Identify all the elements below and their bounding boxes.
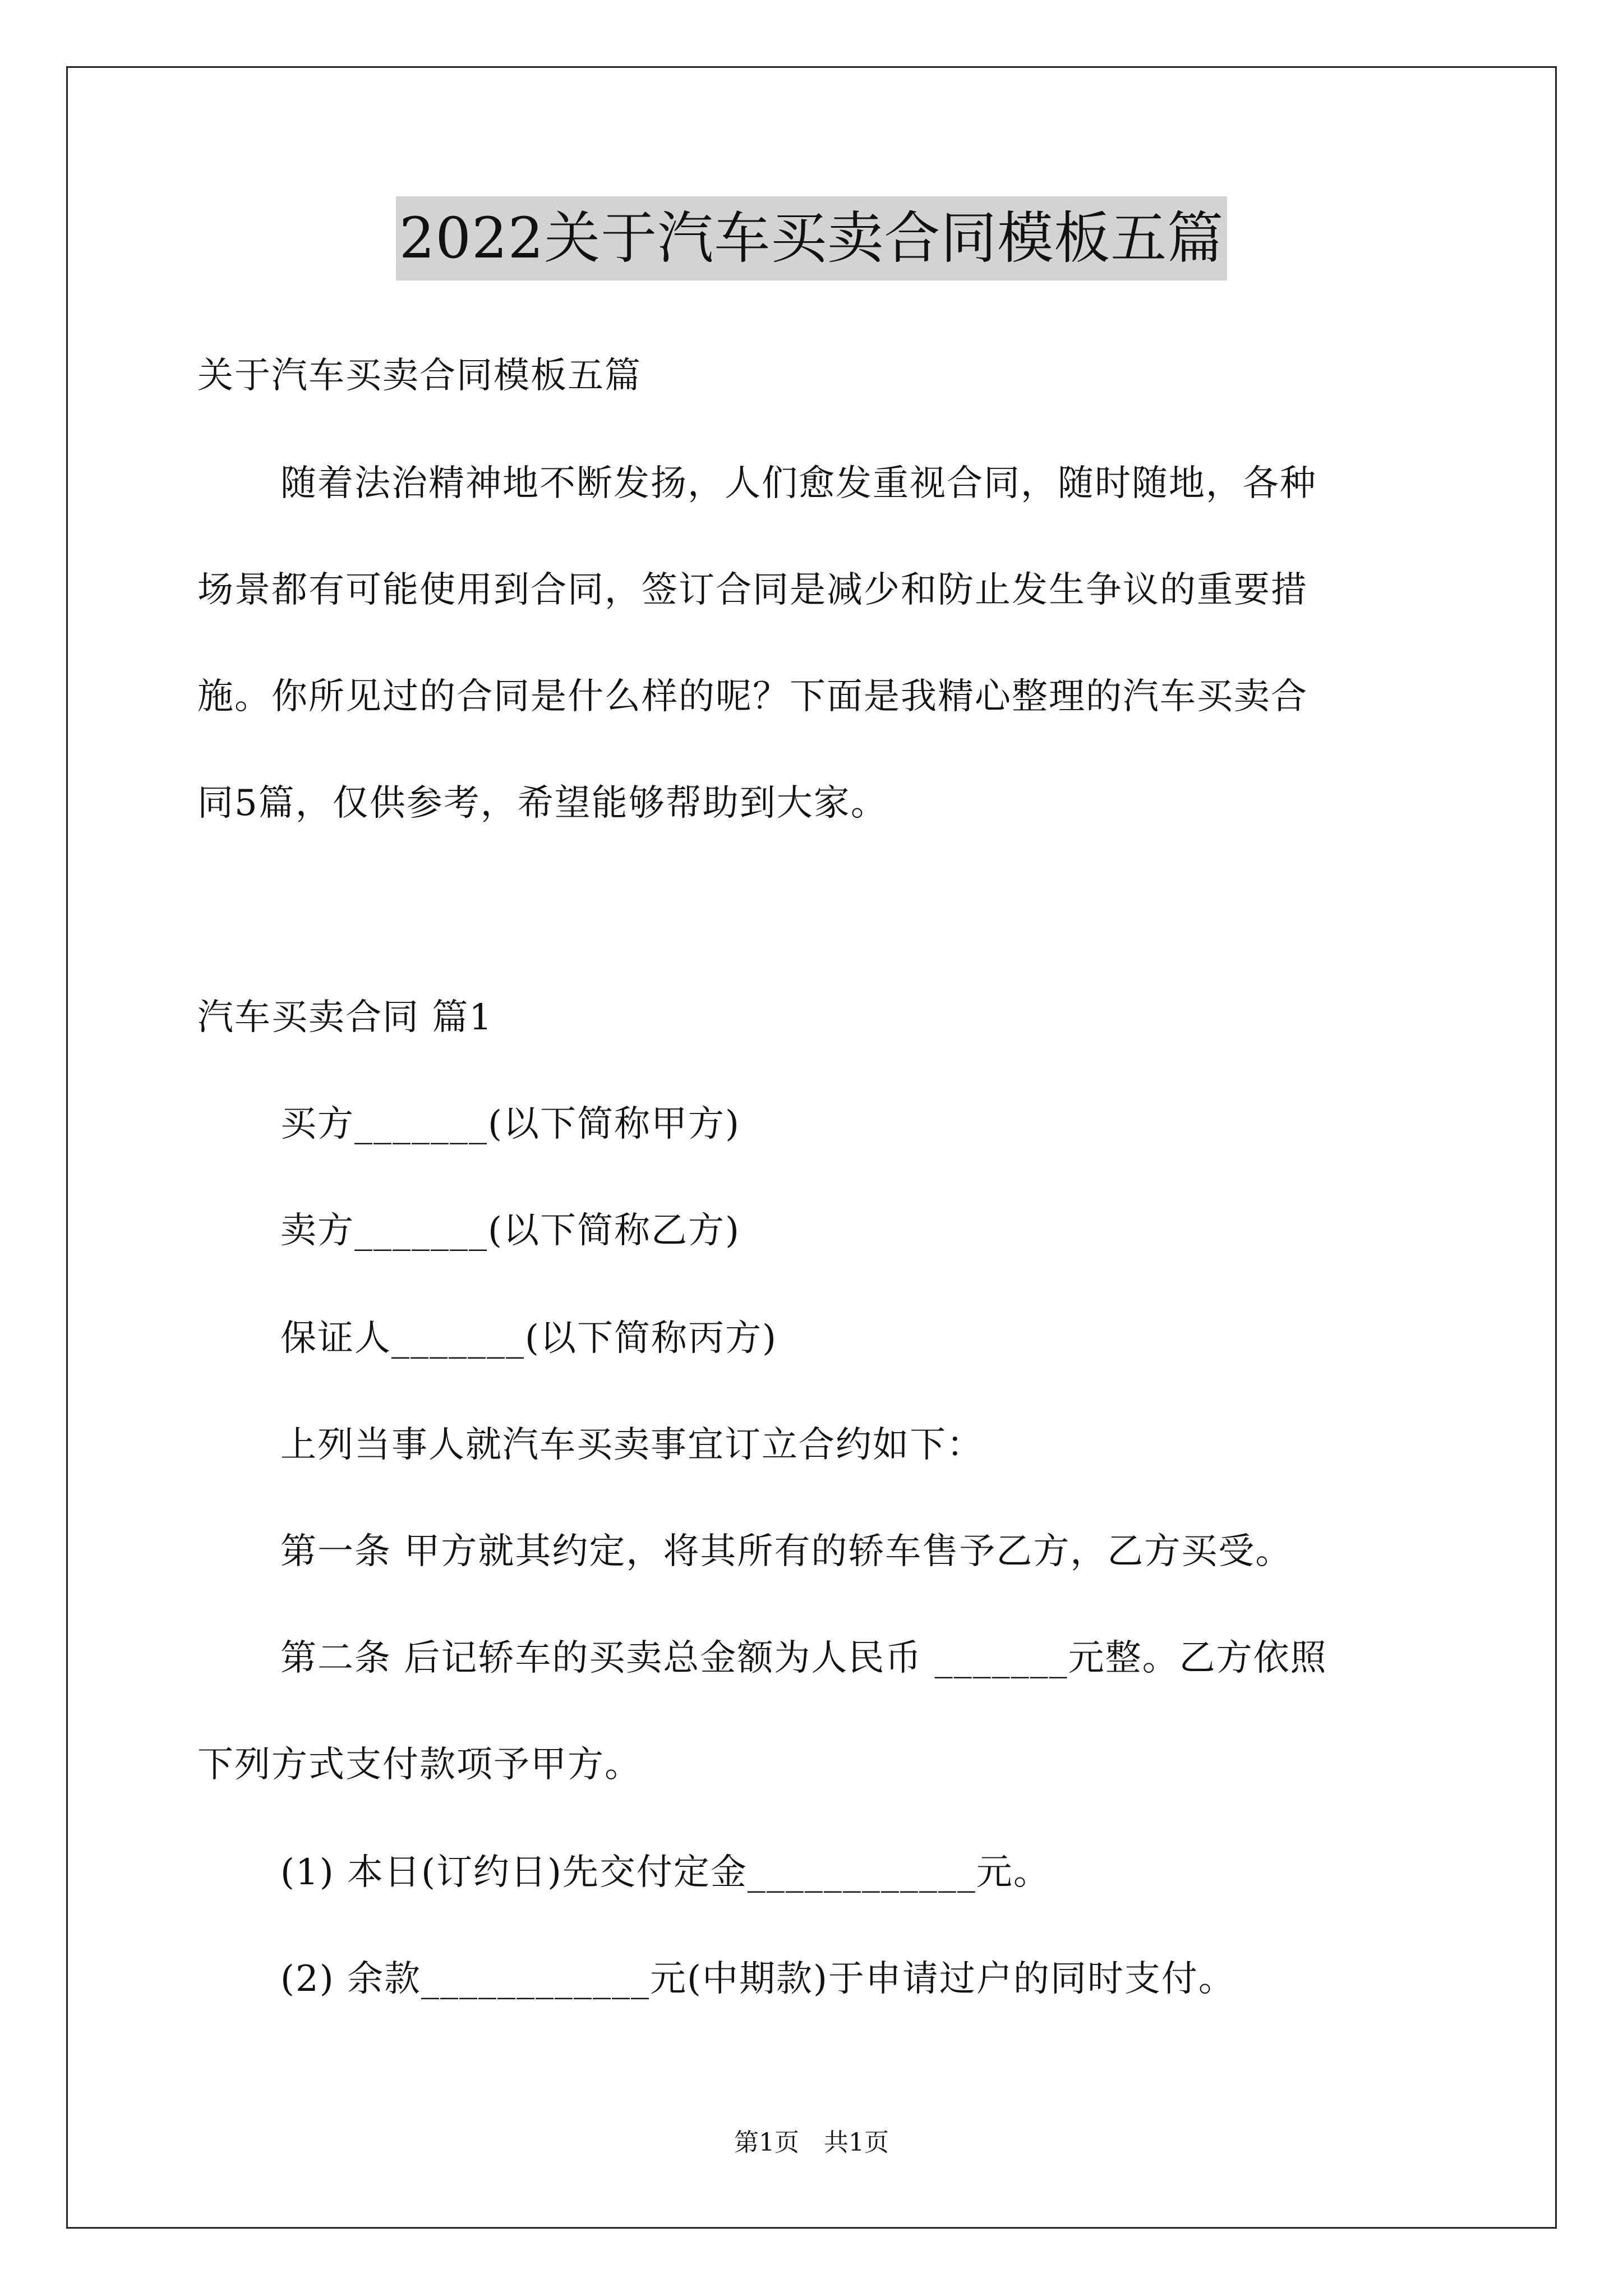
article-2-line-2: 下列方式支付款项予甲方。: [197, 1744, 642, 1786]
guarantor-line: 保证人_______(以下简称丙方): [280, 1318, 777, 1359]
document-subtitle: 关于汽车买卖合同模板五篇: [197, 355, 642, 397]
payment-item-1: (1) 本日(订约日)先交付定金____________元。: [280, 1852, 1050, 1893]
section-heading: 汽车买卖合同 篇1: [197, 997, 494, 1038]
page-footer: 第1页 共1页: [734, 2128, 889, 2157]
seller-line: 卖方_______(以下简称乙方): [280, 1210, 740, 1251]
payment-item-2: (2) 余款____________元(中期款)于申请过户的同时支付。: [280, 1958, 1235, 2000]
buyer-line: 买方_______(以下简称甲方): [280, 1103, 740, 1145]
intro-line-4: 同5篇，仅供参考，希望能够帮助到大家。: [197, 783, 888, 824]
article-1: 第一条 甲方就其约定，将其所有的轿车售予乙方，乙方买受。: [280, 1531, 1293, 1572]
document-title: 2022关于汽车买卖合同模板五篇: [396, 196, 1228, 280]
intro-line-2: 场景都有可能使用到合同，签订合同是减少和防止发生争议的重要措: [197, 569, 1308, 611]
intro-line-1: 随着法治精神地不断发扬，人们愈发重视合同，随时随地，各种: [280, 463, 1317, 504]
article-2-line-1: 第二条 后记轿车的买卖总金额为人民币 _______元整。乙方依照: [280, 1637, 1327, 1679]
preamble-line: 上列当事人就汽车买卖事宜订立合约如下：: [280, 1424, 984, 1466]
title-container: [0, 196, 1623, 280]
intro-line-3: 施。你所见过的合同是什么样的呢？下面是我精心整理的汽车买卖合: [197, 676, 1308, 717]
